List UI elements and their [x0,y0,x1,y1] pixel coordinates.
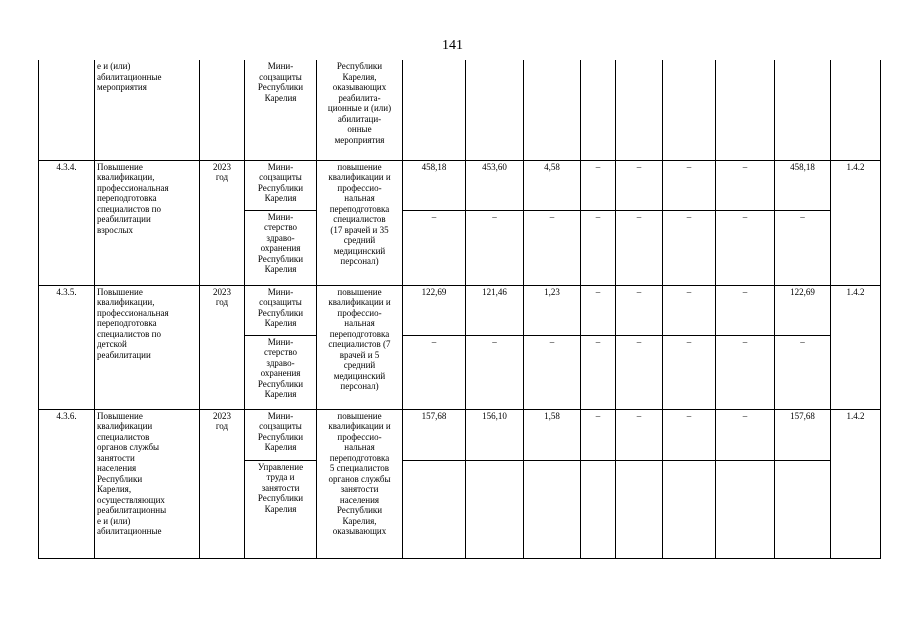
cell-executor: Мини- соцзащиты Республики Карелия [245,285,317,335]
cell-executor: Мини- соцзащиты Республики Карелия [245,160,317,210]
cell-value [663,60,716,160]
cell-value [663,460,716,558]
cell-executor: Управление труда и занятости Республики Карелия [245,460,317,558]
cell-executor: Мини- соцзащиты Республики Карелия [245,60,317,160]
cell-value: 453,60 [466,160,524,210]
cell-result: повышение квалификации и профессио- нальная переподготовка 5 специалистов органов службы занятости населения Республики Карелия, оказывающих [317,409,403,558]
cell-value: 121,46 [466,285,524,335]
cell-num: 4.3.6. [39,409,95,558]
cell-name: Повышение квалификации, профессиональная переподготовка специалистов по детской реабилитации [95,285,200,409]
table-row [39,285,881,335]
cell-value: – [524,210,581,285]
cell-value [775,60,831,160]
cell-value [524,60,581,160]
cell-value: – [663,210,716,285]
cell-value [616,60,663,160]
cell-value: – [716,335,775,409]
cell-value: 1,23 [524,285,581,335]
cell-executor: Мини- стерство здраво- охранения Республики Карелия [245,210,317,285]
cell-value: – [616,285,663,335]
cell-result: Республики Карелия, оказывающих реабилита- ционные и (или) абилитаци- онные мероприятия [317,60,403,160]
cell-num [39,60,95,160]
cell-num: 4.3.5. [39,285,95,409]
cell-value: – [466,210,524,285]
cell-value [403,460,466,558]
cell-value: – [581,285,616,335]
cell-value [524,460,581,558]
cell-value: – [616,210,663,285]
cell-value: – [663,285,716,335]
cell-value: 458,18 [403,160,466,210]
cell-executor: Мини- соцзащиты Республики Карелия [245,409,317,460]
cell-value: – [616,335,663,409]
cell-value [466,60,524,160]
cell-value: – [616,160,663,210]
cell-value: 122,69 [775,285,831,335]
cell-year: 2023 год [200,285,245,409]
cell-value [466,460,524,558]
cell-value: – [663,409,716,460]
cell-year: 2023 год [200,409,245,558]
cell-value: 458,18 [775,160,831,210]
cell-value: 4,58 [524,160,581,210]
cell-value: – [466,335,524,409]
cell-value: – [663,160,716,210]
cell-value: – [663,335,716,409]
cell-value: 157,68 [775,409,831,460]
cell-value: – [581,210,616,285]
table-row [39,160,881,210]
cell-value: – [775,335,831,409]
cell-result: повышение квалификации и профессио- нальная переподготовка специалистов (7 врачей и 5 средний медицинский персонал) [317,285,403,409]
cell-value: – [716,285,775,335]
cell-value: 156,10 [466,409,524,460]
cell-value: – [524,335,581,409]
cell-indicator: 1.4.2 [831,409,881,558]
cell-indicator [831,60,881,160]
cell-year [200,60,245,160]
cell-value [403,60,466,160]
cell-num: 4.3.4. [39,160,95,285]
measures-table [38,60,881,559]
cell-value: 1,58 [524,409,581,460]
cell-indicator: 1.4.2 [831,160,881,285]
page-number: 141 [442,38,463,53]
cell-value: 157,68 [403,409,466,460]
cell-year: 2023 год [200,160,245,285]
cell-value [616,460,663,558]
cell-value: – [403,210,466,285]
cell-value [775,460,831,558]
cell-value: – [716,409,775,460]
cell-indicator: 1.4.2 [831,285,881,409]
cell-value [581,60,616,160]
cell-value [716,460,775,558]
cell-name: Повышение квалификации специалистов органов службы занятости населения Республики Карелия, осуществляющих реабилитационны е и (или) абилитационные [95,409,200,558]
cell-executor: Мини- стерство здраво- охранения Республики Карелия [245,335,317,409]
cell-value: – [403,335,466,409]
cell-value: – [581,160,616,210]
cell-value: – [716,160,775,210]
table-row [39,409,881,460]
cell-value [716,60,775,160]
table-row-continuation [39,60,881,160]
cell-name: е и (или) абилитационные мероприятия [95,60,200,160]
cell-value [581,460,616,558]
cell-result: повышение квалификации и профессио- нальная переподготовка специалистов (17 врачей и 35 средний медицинский персонал) [317,160,403,285]
cell-value: – [775,210,831,285]
cell-value: – [581,409,616,460]
cell-value: – [716,210,775,285]
cell-value: – [581,335,616,409]
cell-value: 122,69 [403,285,466,335]
cell-value: – [616,409,663,460]
cell-name: Повышение квалификации, профессиональная переподготовка специалистов по реабилитации взрослых [95,160,200,285]
